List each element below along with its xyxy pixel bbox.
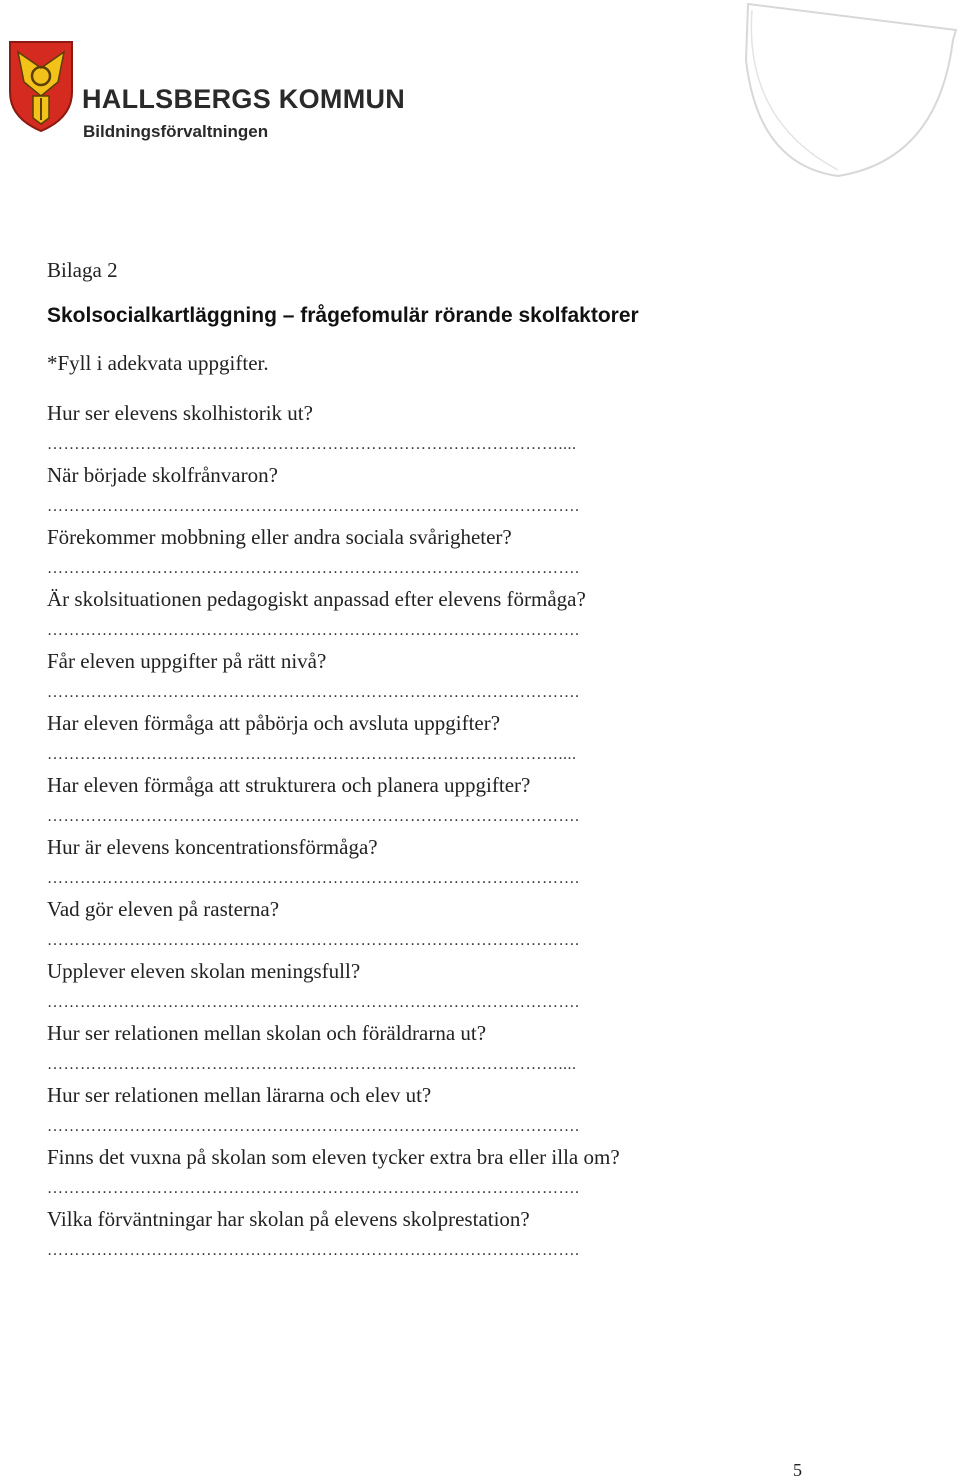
question-item — [47, 832, 927, 894]
question-text: Vilka förväntningar har skolan på elevens skolprestation? — [47, 1207, 530, 1231]
question-item — [47, 770, 927, 832]
page-number: 5 — [793, 1460, 802, 1480]
question-item — [47, 708, 927, 770]
question-item — [47, 584, 927, 646]
question-item — [47, 1142, 927, 1204]
question-item — [47, 522, 927, 584]
answer-line[interactable]: ………………………………………………………………………………….... — [47, 1056, 577, 1073]
faint-stamp-mark — [738, 0, 960, 180]
question-text: Upplever eleven skolan meningsfull? — [47, 959, 361, 983]
answer-line[interactable]: ……………………………………………………………………………………. — [47, 684, 580, 701]
question-text: Hur är elevens koncentrationsförmåga? — [47, 835, 378, 859]
answer-line[interactable]: ……………………………………………………………………………………. — [47, 1242, 580, 1259]
document-title: Skolsocialkartläggning – frågefomulär rörande skolfaktorer — [47, 304, 639, 327]
question-item — [47, 1080, 927, 1142]
answer-line[interactable]: ……………………………………………………………………………………. — [47, 560, 580, 577]
question-text: Förekommer mobbning eller andra sociala svårigheter? — [47, 525, 512, 549]
organization-name: HALLSBERGS KOMMUN — [82, 84, 406, 114]
answer-line[interactable]: ……………………………………………………………………………………. — [47, 622, 580, 639]
appendix-label: Bilaga 2 — [47, 258, 118, 282]
department-name: Bildningsförvaltningen — [83, 122, 269, 141]
question-item — [47, 894, 927, 956]
question-text: Har eleven förmåga att påbörja och avsluta uppgifter? — [47, 711, 501, 735]
answer-line[interactable]: ……………………………………………………………………………………. — [47, 932, 580, 949]
answer-line[interactable]: ……………………………………………………………………………………. — [47, 1180, 580, 1197]
answer-line[interactable]: ……………………………………………………………………………………. — [47, 870, 580, 887]
answer-line[interactable]: ………………………………………………………………………………….... — [47, 746, 577, 763]
coat-of-arms-icon — [6, 38, 76, 134]
answer-line[interactable]: ………………………………………………………………………………….... — [47, 436, 577, 453]
answer-line[interactable]: ……………………………………………………………………………………. — [47, 498, 580, 515]
question-text: Vad gör eleven på rasterna? — [47, 897, 280, 921]
question-text: När började skolfrånvaron? — [47, 463, 278, 487]
question-text: Får eleven uppgifter på rätt nivå? — [47, 649, 327, 673]
question-text: Finns det vuxna på skolan som eleven tycker extra bra eller illa om? — [47, 1145, 620, 1169]
question-item — [47, 398, 927, 460]
question-item — [47, 646, 927, 708]
question-text: Hur ser elevens skolhistorik ut? — [47, 401, 313, 425]
question-text: Har eleven förmåga att strukturera och planera uppgifter? — [47, 773, 531, 797]
question-list — [47, 398, 927, 1266]
question-text: Är skolsituationen pedagogiskt anpassad efter elevens förmåga? — [47, 587, 586, 611]
instruction-text: *Fyll i adekvata uppgifter. — [47, 351, 269, 375]
question-item — [47, 956, 927, 1018]
answer-line[interactable]: ……………………………………………………………………………………. — [47, 994, 580, 1011]
question-item — [47, 1018, 927, 1080]
question-text: Hur ser relationen mellan skolan och föräldrarna ut? — [47, 1021, 487, 1045]
question-item — [47, 460, 927, 522]
question-text: Hur ser relationen mellan lärarna och elev ut? — [47, 1083, 432, 1107]
answer-line[interactable]: ……………………………………………………………………………………. — [47, 1118, 580, 1135]
question-item — [47, 1204, 927, 1266]
answer-line[interactable]: ……………………………………………………………………………………. — [47, 808, 580, 825]
municipality-logo — [6, 38, 406, 141]
